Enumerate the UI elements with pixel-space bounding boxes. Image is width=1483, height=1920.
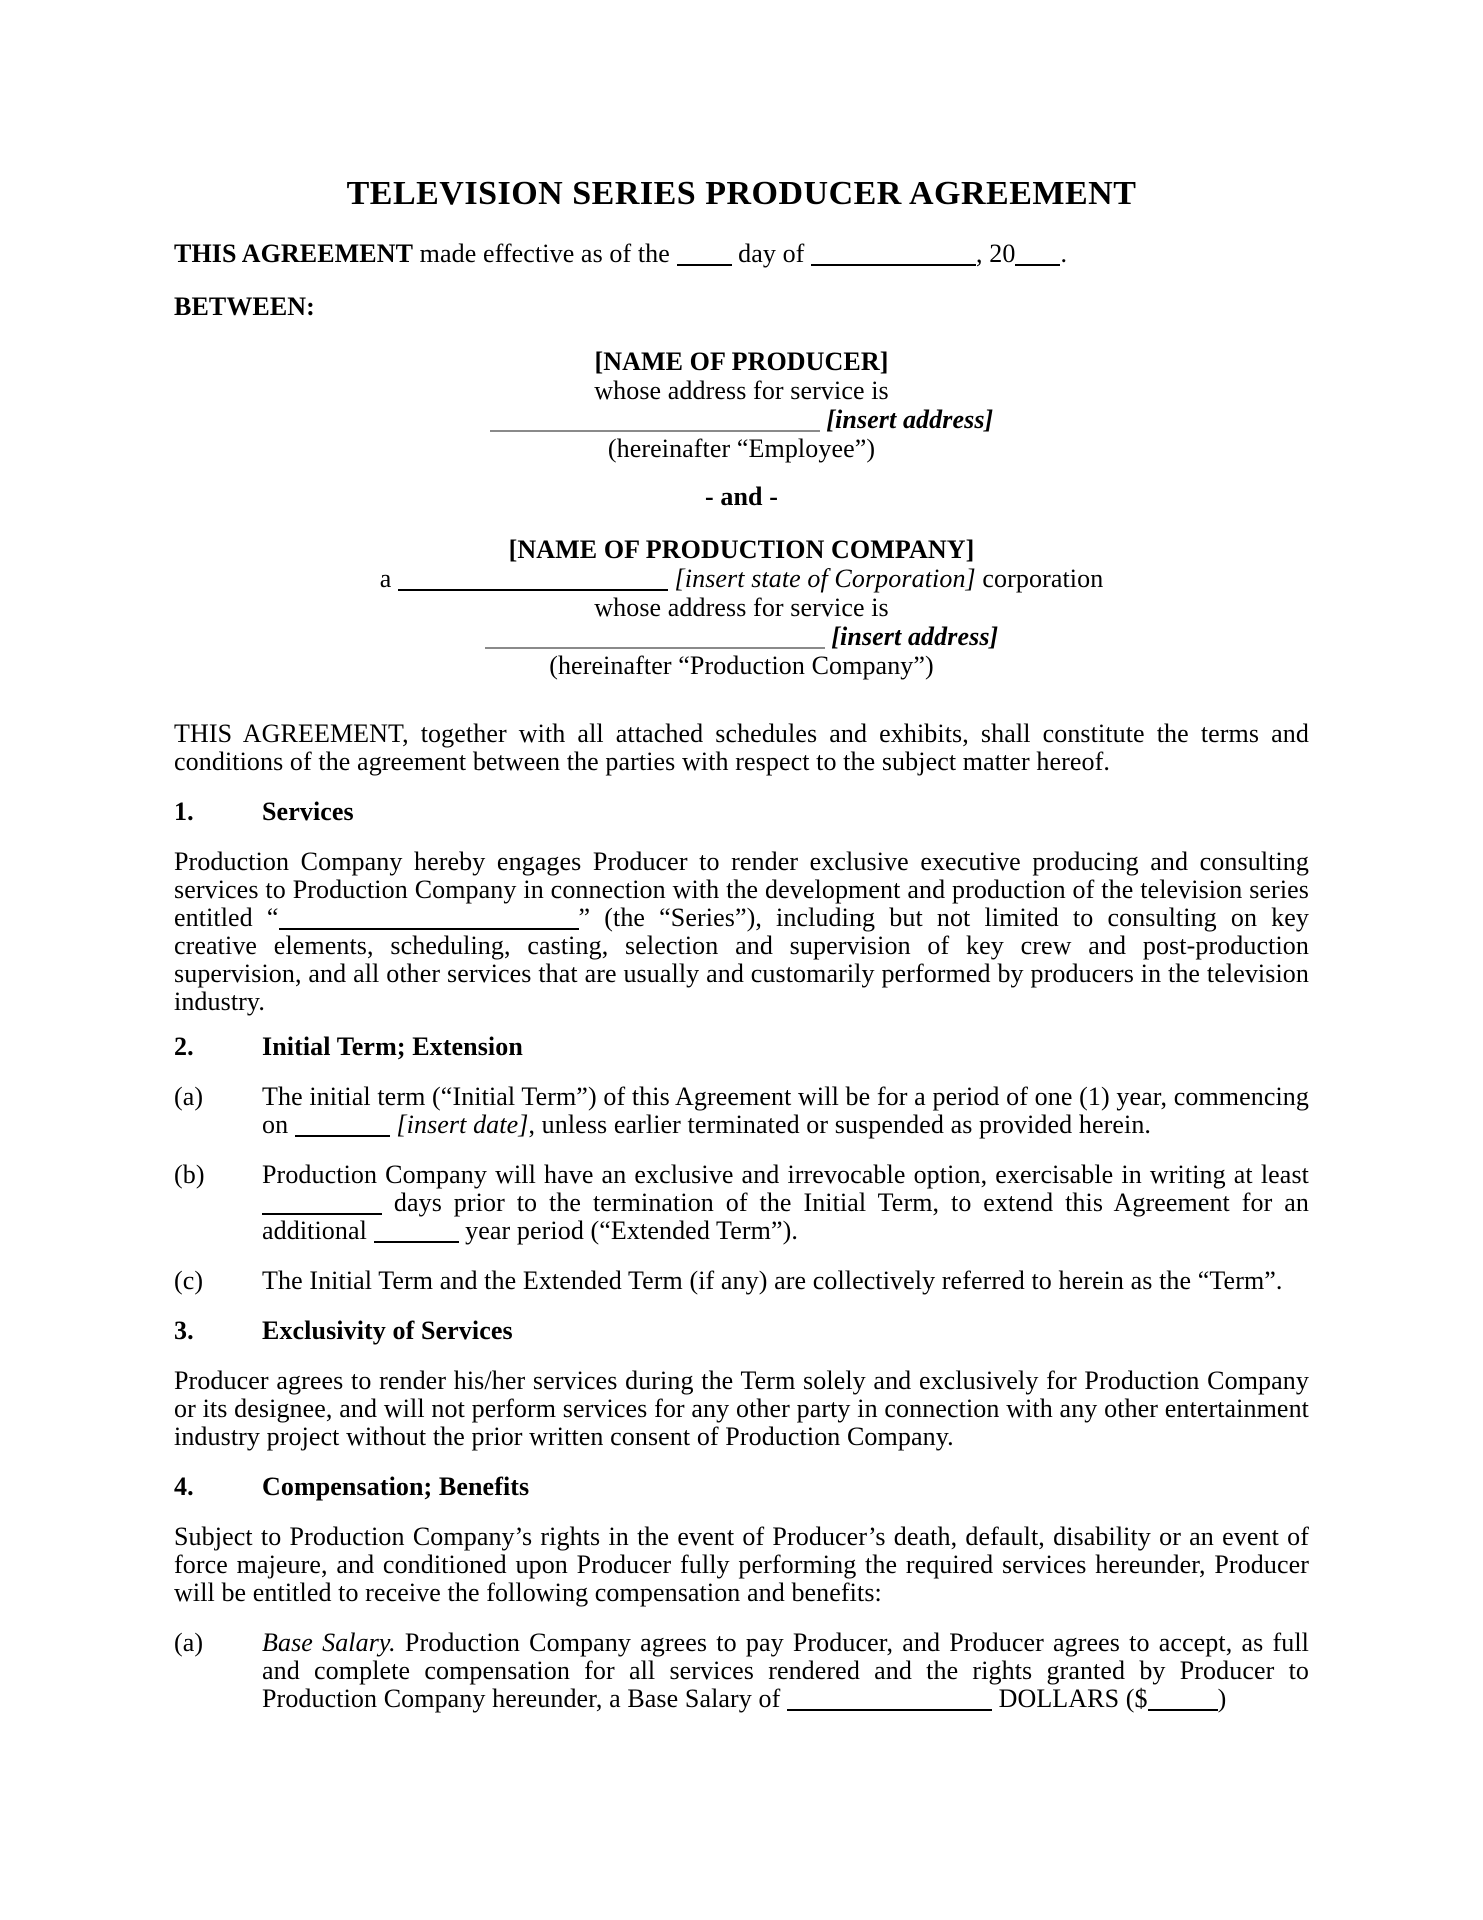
effective-clause-part4: . [1060,239,1068,268]
section-3-title: Exclusivity of Services [262,1316,513,1345]
section-4-heading [174,1473,1309,1501]
section-1-number: 1. [174,797,194,826]
between-label: BETWEEN: [174,292,315,321]
section-1-para-post: ” (the “Series”), including but not limited to consulting on key creative elements, scheduling, casting, selection and supervision of key crew and post-production supervision, and all other services that are usually and customarily performed by producers in the television industry. [174,903,1309,1016]
producer-address-line [174,405,1309,434]
item-2b-pre: Production Company will have an exclusive and irrevocable option, exercisable in writing at least [262,1160,1309,1189]
item-2b [174,1161,1309,1245]
section-2-number: 2. [174,1032,194,1061]
item-2a-pre: The initial term (“Initial Term”) of this Agreement will be for a period of one (1) year, commencing on [262,1082,1309,1139]
section-3-paragraph: Producer agrees to render his/her services during the Term solely and exclusively for Production Company or its designee, and will not perform services for any other party in connection with any other entertainment industry project without the prior written consent of Production Company. [174,1366,1309,1451]
producer-insert-address-label: [insert address] [826,405,994,434]
item-4a-italic-lead: Base Salary. [262,1628,396,1657]
blank-commencing-date [295,1121,390,1137]
section-2-title: Initial Term; Extension [262,1032,523,1061]
document-title: TELEVISION SERIES PRODUCER AGREEMENT [346,175,1137,212]
company-address-line [174,622,1309,651]
blank-dollar-amount [1148,1695,1218,1711]
item-2c-text: The Initial Term and the Extended Term (if any) are collectively referred to herein as the “Term”. [262,1266,1283,1295]
section-4-title: Compensation; Benefits [262,1472,530,1501]
item-4a-label: (a) [174,1628,204,1657]
item-2c [174,1267,1309,1295]
blank-day [677,250,732,266]
blank-base-salary [787,1695,992,1711]
blank-year [1015,250,1060,266]
company-corporation-suffix: corporation [975,564,1104,593]
section-1-title: Services [262,797,354,826]
insert-date-label: [insert date] [396,1110,529,1139]
blank-series-title [279,914,579,930]
item-2b-mid: days prior to the termination of the Initial Term, to extend this Agreement for an additional [262,1188,1309,1245]
blank-days-notice [262,1199,382,1215]
effective-clause-lead: THIS AGREEMENT [174,239,414,268]
item-2b-text [262,1161,1309,1245]
effective-clause-part1: made effective as of the [413,239,677,268]
producer-hereinafter: (hereinafter “Employee”) [607,434,876,463]
company-state-line [174,564,1309,593]
constitute-paragraph: THIS AGREEMENT, together with all attached schedules and exhibits, shall constitute the terms and conditions of the agreement between the parties with respect to the subject matter hereof. [174,719,1309,776]
item-2b-post: year period (“Extended Term”). [458,1216,798,1245]
company-insert-address-label: [insert address] [831,622,999,651]
item-2a-text [262,1083,1309,1139]
item-4a-text [262,1629,1309,1713]
section-2-heading [174,1033,1309,1061]
section-1-para-pre: Production Company hereby engages Producer to render exclusive executive producing and consulting services to Production Company in connection with the development and production of the television series entitled “ [174,847,1309,932]
effective-clause-part2: day of [731,239,812,268]
company-party-block [174,535,1309,680]
item-4a-close: ) [1217,1684,1227,1713]
company-name: [NAME OF PRODUCTION COMPANY] [508,535,975,564]
producer-address-caption: whose address for service is [594,376,889,405]
item-2a-post: , unless earlier terminated or suspended as provided herein. [528,1110,1152,1139]
section-1-heading [174,798,1309,826]
section-4-paragraph: Subject to Production Company’s rights in the event of Producer’s death, default, disability or an event of force majeure, and conditioned upon Producer fully performing the required services hereunder, Producer will be entitled to receive the following compensation and benefits: [174,1522,1309,1607]
item-2a [174,1083,1309,1139]
effective-clause-part3: , 20 [976,239,1016,268]
effective-clause [174,240,1309,268]
blank-month [811,250,976,266]
and-separator: - and - [705,482,778,511]
producer-party-block [174,347,1309,463]
producer-name: [NAME OF PRODUCER] [594,347,889,376]
item-2c-label: (c) [174,1266,204,1295]
producer-address-blank [490,416,820,432]
company-hereinafter: (hereinafter “Production Company”) [549,651,934,680]
company-address-blank [485,633,825,649]
item-4a [174,1629,1309,1713]
section-3-heading [174,1317,1309,1345]
item-2b-label: (b) [174,1160,205,1189]
company-address-caption: whose address for service is [594,593,889,622]
item-4a-pre: Production Company agrees to pay Producer, and Producer agrees to accept, as full and complete compensation for all services rendered and the rights granted by Producer to Production Company hereunder, a Base Salary of [262,1628,1309,1713]
section-3-number: 3. [174,1316,194,1345]
insert-state-label: [insert state of Corporation] [674,564,976,593]
blank-additional-years [374,1227,459,1243]
section-4-number: 4. [174,1472,194,1501]
company-a-prefix: a [379,564,398,593]
item-2a-label: (a) [174,1082,204,1111]
item-4a-dollars: DOLLARS ($ [991,1684,1148,1713]
section-1-paragraph [174,848,1309,1016]
company-state-blank [398,575,668,591]
